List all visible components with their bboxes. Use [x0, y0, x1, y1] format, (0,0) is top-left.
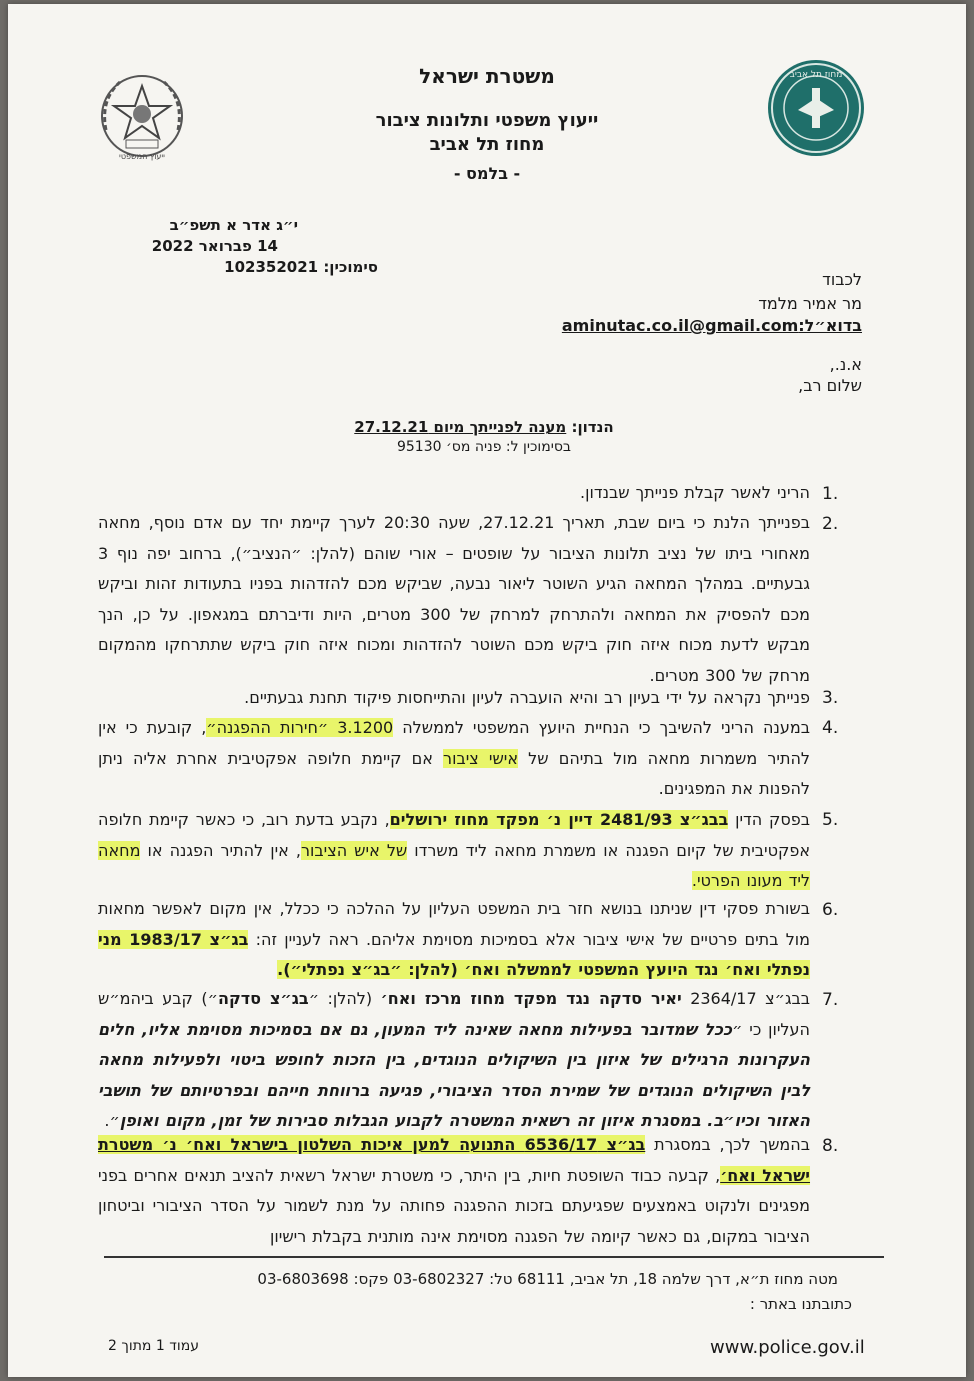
para-8-number: 8.: [822, 1136, 839, 1156]
letter-page: [8, 4, 966, 1377]
website-link[interactable]: www.police.gov.il: [710, 1337, 865, 1358]
highlight-quality-government-ruling: בג״צ 6536/17 התנועה למען איכות השלטון בישראל ואח׳ נ׳ משטרת ישראל ואח׳: [98, 1135, 811, 1185]
highlight-public-figures: אישי ציבור: [443, 748, 519, 768]
para-5-text: [98, 805, 810, 897]
para-7-part: בבג״צ 2364/17: [681, 989, 811, 1008]
para-3-text: פנייתך נקראה על ידי בעיון רב והיא הועברה לעיון והתייחסות פיקוד תחנת גבעתיים.: [244, 688, 810, 707]
para-6-text: [98, 894, 810, 986]
page-number: עמוד 1 מתוך 2: [108, 1338, 199, 1354]
para-7-part: (להלן: ״: [308, 989, 381, 1008]
footer-address: מטה מחוז ת״א, דרך שלמה 18, תל אביב, 68111 טל: 03-6802327 פקס: 03-6803698: [257, 1270, 838, 1288]
para-4-part: אם קיימת חלופה אפקטיבית אחרת אליה ניתן להפנות את המפגינים.: [98, 748, 810, 798]
greeting-line1: א.נ.,: [829, 355, 862, 374]
sadka-case-name: יאיר סדקה נגד מפקד מחוז מרכז ואח׳: [380, 989, 682, 1008]
para-1-text: הריני לאשר קבלת פנייתך שבנדון.: [580, 483, 810, 502]
subject-text: מענה לפנייתך מיום 27.12.21: [354, 418, 567, 436]
email-label: בדוא״ל:: [798, 316, 862, 335]
para-6-part: בשורת פסקי דין שניתנו בנושא חזר בית המשפט העליון על ההלכה כי ככלל, אין מקום לאפשר מחאות מול בתים פרטיים של אישי ציבור אלא בסמיכות מסוימת אליהם. ראה לעניין זה:: [98, 899, 811, 949]
highlight-naftali-ruling: בג״צ 1983/17 מני נפתלי ואח׳ נגד היועץ המשפטי לממשלה ואח׳ (להלן: ״בג״צ נפתלי״).: [98, 929, 810, 979]
svg-text:מחוז תל אביב: מחוז תל אביב: [789, 70, 843, 80]
para-7-number: 7.: [822, 990, 839, 1010]
para-8-part: בהמשך לכך, במסגרת: [645, 1135, 811, 1154]
reference-label: סימוכין:: [323, 258, 378, 276]
para-4-number: 4.: [822, 718, 839, 738]
date-hebrew: י״ג אדר א תשפ״ב: [169, 216, 298, 234]
footer-site-label: כתובתנו באתר :: [749, 1295, 852, 1313]
para-8-part: , קבעה כבוד השופטת חיות, בין היתר, כי משטרת ישראל רשאית להציב תנאים אחרים בפני מפגינים ולנקוט באמצעים שפגיעתם בזכות ההפגנה פחותה על מנת לשמור על הסדר הציבורי וביטחון הציבור במקום, גם כאשר קיומה של הפגנה מסוימת אינה מותנית בקבלת רישיון: [98, 1165, 810, 1246]
highlight-dayan-ruling: בבג״צ 2481/93 דיין נ׳ מפקד מחוז ירושלים: [389, 810, 729, 829]
reference-number: 102352021: [224, 258, 319, 276]
recipient-honor: לכבוד: [822, 270, 862, 289]
para-6-number: 6.: [822, 900, 839, 920]
para-2-text: בפנייתך הלנת כי ביום שבת, תאריך 27.12.21, שעה 20:30 לערך קיימת יחד עם אדם נוסף, מחאה מאחורי ביתו של נציב תלונות הציבור על שופטים – אורי שוהם (להלן: ״הנציב״), ברחוב יפה נוף 3 גבעתיים. במהלך המחאה הגיע השוטר ליאור נבעה, שביקש מכם להזדהות בפניו בתעודות זהות וביקש מכם להפסיק את המחאה ולהתרחק למרחק של 300 מטרים, היות ודיברתם במגאפון. על כן, הנך מבקש לדעת מכוח איזה חוק ביקש מכם השוטר להזדהות ומכוח איזה חוק ביקש שתתרחקו מהמקום מרחק של 300 מטרים.: [98, 513, 811, 685]
sadka-short-name: בג״צ סדקה: [217, 989, 309, 1008]
para-2-number: 2.: [822, 514, 839, 534]
para-7-part: ״) קבע ביהמ״ש העליון כי ״: [98, 989, 810, 1039]
header-unit: ייעוץ משפטי ותלונות ציבור: [375, 110, 599, 131]
date-gregorian: 14 פברואר 2022: [151, 237, 278, 255]
highlight-guideline: 3.1200 ״חירות ההפגנה״: [206, 718, 394, 737]
recipient-name: מר אמיר מלמד: [758, 294, 862, 313]
para-5-part: , אין להתיר הפגנה או: [140, 840, 301, 860]
para-4-text: [98, 713, 810, 805]
svg-text:ייעוץ המשפטי: ייעוץ המשפטי: [119, 152, 165, 161]
email-link[interactable]: aminutac.co.il@gmail.com: [561, 316, 799, 335]
para-7-text: [98, 984, 810, 1137]
para-4-part: , קובעת כי אין להתיר משמרות מחאה מול בתיהם של: [98, 718, 811, 768]
subject-label: הנדון:: [571, 418, 614, 436]
para-5-part: , נקבע בדעת רוב, כי כאשר קיימת חלופה אפקטיבית של קיום הפגנה או משמרת מחאה ליד משרדו: [98, 810, 811, 860]
highlight-private-residence: מחאה ליד מעונו הפרטי.: [98, 840, 810, 890]
para-7-part: ״.: [104, 1111, 120, 1130]
greeting-line2: שלום רב,: [798, 376, 862, 395]
para-5-part: בפסק הדין: [728, 810, 810, 829]
para-4-part: במענה הריני להשיבך כי הנחיית היועץ המשפטי לממשלה: [393, 718, 810, 737]
para-8-text: [98, 1130, 810, 1252]
subject-ref: בסימוכין ל: פניה מס׳ 95130: [396, 439, 572, 455]
recipient-email-line: [562, 316, 862, 335]
reference-line: [138, 258, 378, 276]
highlight-office: של איש הציבור: [300, 840, 408, 860]
para-5-number: 5.: [822, 810, 839, 830]
header-fax: - בלמס -: [453, 164, 521, 183]
header-district: מחוז תל אביב: [429, 134, 545, 155]
para-1-number: 1.: [822, 484, 839, 504]
subject-line: [328, 418, 640, 436]
footer-divider: [104, 1256, 884, 1258]
sadka-quote: ככל שמדובר בפעילות מחאה שאינה ליד המעון, גם אם בסמיכות מסוימת אליו, חלים העקרונות הרגילים של איזון בין השיקולים הנוגדים, בין הזכות לחופש ביטוי ולפעילות מחאה לבין השיקולים הנוגדים של שמירת הסדר הציבורי, פגיעה ברווחת חייהם ובפרטיותם של תושבי האזור וכיו״ב. במסגרת איזון זה רשאית המשטרה לקבוע הגבלות סבירות של זמן, מקום ואופן: [98, 1019, 810, 1130]
para-3-number: 3.: [822, 688, 839, 708]
header-org: משטרת ישראל: [419, 64, 555, 88]
